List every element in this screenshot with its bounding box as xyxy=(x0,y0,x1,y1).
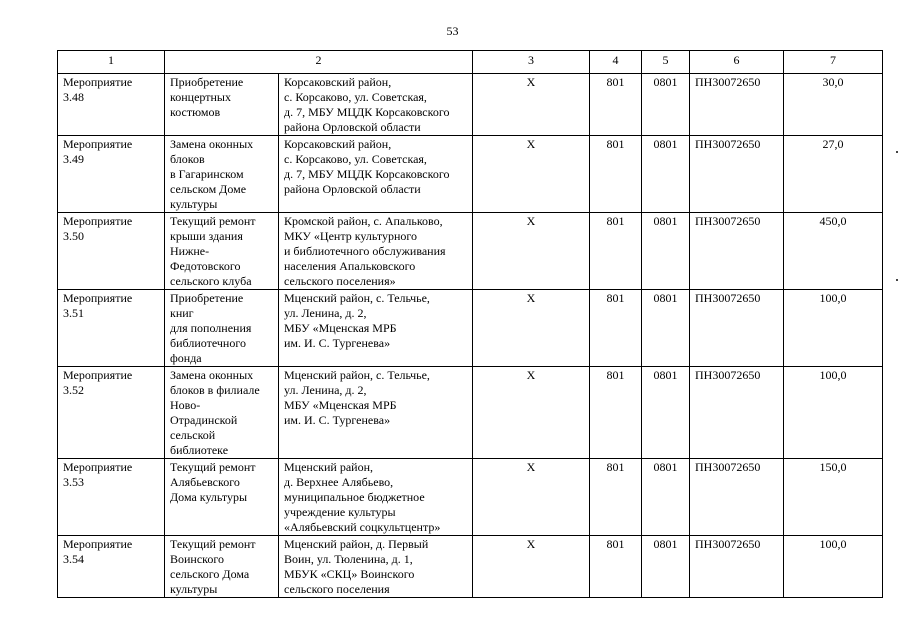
event-cell: Мероприятие 3.52 xyxy=(58,367,165,459)
col7-cell: 100,0 xyxy=(784,290,883,367)
event-cell: Мероприятие 3.48 xyxy=(58,74,165,136)
col3-cell: Х xyxy=(473,459,590,536)
col3-cell: Х xyxy=(473,367,590,459)
col7-cell: 450,0 xyxy=(784,213,883,290)
col7-cell: 100,0 xyxy=(784,367,883,459)
place-cell: Мценский район, с. Тельчье, ул. Ленина, д. 2, МБУ «Мценская МРБ им. И. С. Тургенева» xyxy=(279,367,473,459)
col5-cell: 0801 xyxy=(642,536,690,598)
header-col-1: 1 xyxy=(58,51,165,74)
table-row xyxy=(58,459,883,536)
col3-cell: Х xyxy=(473,136,590,213)
place-cell: Мценский район, с. Тельчье, ул. Ленина, д. 2, МБУ «Мценская МРБ им. И. С. Тургенева» xyxy=(279,290,473,367)
col5-cell: 0801 xyxy=(642,290,690,367)
event-cell: Мероприятие 3.54 xyxy=(58,536,165,598)
col5-cell: 0801 xyxy=(642,136,690,213)
table-row xyxy=(58,290,883,367)
table-row xyxy=(58,367,883,459)
page-number: 53 xyxy=(446,24,459,38)
col4-cell: 801 xyxy=(590,367,642,459)
col4-cell: 801 xyxy=(590,459,642,536)
header-col-3: 3 xyxy=(473,51,590,74)
header-col-6: 6 xyxy=(690,51,784,74)
col6-cell: ПН30072650 xyxy=(690,74,784,136)
place-cell: Корсаковский район, с. Корсаково, ул. Советская, д. 7, МБУ МЦДК Корсаковского района Орловской области xyxy=(279,74,473,136)
col7-cell: 100,0 xyxy=(784,536,883,598)
event-cell: Мероприятие 3.53 xyxy=(58,459,165,536)
col4-cell: 801 xyxy=(590,136,642,213)
table-row xyxy=(58,136,883,213)
table-row xyxy=(58,536,883,598)
col5-cell: 0801 xyxy=(642,459,690,536)
col6-cell: ПН30072650 xyxy=(690,290,784,367)
name-cell: Текущий ремонт крыши здания Нижне- Федотовского сельского клуба xyxy=(165,213,279,290)
name-cell: Приобретение книг для пополнения библиотечного фонда xyxy=(165,290,279,367)
col5-cell: 0801 xyxy=(642,74,690,136)
name-cell: Приобретение концертных костюмов xyxy=(165,74,279,136)
name-cell: Замена оконных блоков в Гагаринском сельском Доме культуры xyxy=(165,136,279,213)
col4-cell: 801 xyxy=(590,536,642,598)
name-cell: Текущий ремонт Алябьевского Дома культуры xyxy=(165,459,279,536)
name-cell: Текущий ремонт Воинского сельского Дома культуры xyxy=(165,536,279,598)
col4-cell: 801 xyxy=(590,290,642,367)
event-cell: Мероприятие 3.50 xyxy=(58,213,165,290)
event-cell: Мероприятие 3.49 xyxy=(58,136,165,213)
col7-cell: 150,0 xyxy=(784,459,883,536)
header-col-2: 2 xyxy=(165,51,473,74)
col6-cell: ПН30072650 xyxy=(690,459,784,536)
header-col-4: 4 xyxy=(590,51,642,74)
col7-cell: 27,0 xyxy=(784,136,883,213)
header-row xyxy=(58,51,883,74)
header-col-7: 7 xyxy=(784,51,883,74)
event-cell: Мероприятие 3.51 xyxy=(58,290,165,367)
col6-cell: ПН30072650 xyxy=(690,213,784,290)
col3-cell: Х xyxy=(473,536,590,598)
col7-cell: 30,0 xyxy=(784,74,883,136)
header-col-5: 5 xyxy=(642,51,690,74)
col6-cell: ПН30072650 xyxy=(690,536,784,598)
col5-cell: 0801 xyxy=(642,367,690,459)
col3-cell: Х xyxy=(473,74,590,136)
table-row xyxy=(58,213,883,290)
place-cell: Корсаковский район, с. Корсаково, ул. Советская, д. 7, МБУ МЦДК Корсаковского района Орловской области xyxy=(279,136,473,213)
col6-cell: ПН30072650 xyxy=(690,136,784,213)
col4-cell: 801 xyxy=(590,74,642,136)
place-cell: Мценский район, д. Верхнее Алябьево, муниципальное бюджетное учреждение культуры «Алябьевский соцкультцентр» xyxy=(279,459,473,536)
table-row xyxy=(58,74,883,136)
budget-table xyxy=(57,50,883,598)
col6-cell: ПН30072650 xyxy=(690,367,784,459)
col4-cell: 801 xyxy=(590,213,642,290)
col3-cell: Х xyxy=(473,290,590,367)
name-cell: Замена оконных блоков в филиале Ново- Отрадинской сельской библиотеке xyxy=(165,367,279,459)
col3-cell: Х xyxy=(473,213,590,290)
place-cell: Мценский район, д. Первый Воин, ул. Тюленина, д. 1, МБУК «СКЦ» Воинского сельского поселения xyxy=(279,536,473,598)
scan-mark xyxy=(896,151,898,153)
col5-cell: 0801 xyxy=(642,213,690,290)
place-cell: Кромской район, с. Апальково, МКУ «Центр культурного и библиотечного обслуживания населения Апальковского сельского поселения» xyxy=(279,213,473,290)
scan-mark xyxy=(896,279,898,281)
